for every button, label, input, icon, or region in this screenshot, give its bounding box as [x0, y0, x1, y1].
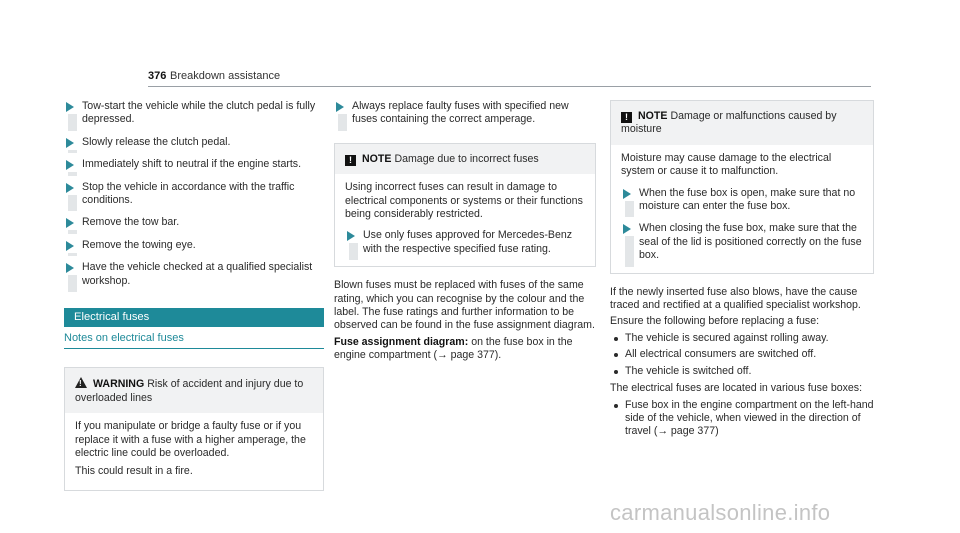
warning-header — [65, 368, 323, 413]
step-arrow-icon — [623, 224, 631, 234]
step-arrow-icon — [66, 263, 74, 273]
page-section-title: Breakdown assistance — [170, 70, 281, 82]
column-2 — [334, 100, 596, 366]
exclamation-icon: ! — [345, 155, 356, 166]
step-arrow-icon — [623, 189, 631, 199]
warning-text: If you manipulate or bridge a faulty fuse or if you replace it with a fuse with a higher amperage, the electric line could be overloaded. — [75, 420, 306, 460]
step-item: When closing the fuse box, make sure that the seal of the lid is positioned correctly on the fuse box. — [621, 222, 863, 262]
body-text — [334, 279, 596, 362]
warning-box — [64, 367, 324, 490]
warning-triangle-icon — [75, 377, 87, 388]
warning-text: This could result in a fire. — [75, 464, 193, 477]
list-item: Fuse box in the engine compartment on the left-hand side of the vehicle, when viewed in the direction of travel (→ page 377) — [610, 399, 874, 439]
step-arrow-icon — [66, 183, 74, 193]
step-item: Slowly release the clutch pedal. — [64, 136, 324, 149]
note-text: Moisture may cause damage to the electrical system or cause it to malfunction. — [621, 151, 832, 178]
watermark: carmanualsonline.info — [610, 500, 831, 525]
note-label: NOTE — [638, 110, 668, 122]
note-box — [610, 100, 874, 274]
step-item: Stop the vehicle in accordance with the traffic conditions. — [64, 181, 324, 208]
paragraph: Fuse assignment diagram: on the fuse box in the engine compartment (→ page 377). — [334, 335, 573, 362]
body-text — [610, 286, 874, 439]
step-item: Tow-start the vehicle while the clutch pedal is fully depressed. — [64, 100, 324, 127]
column-1 — [64, 100, 324, 491]
step-arrow-icon — [66, 102, 74, 112]
step-item: Have the vehicle checked at a qualified specialist workshop. — [64, 261, 324, 288]
step-arrow-icon — [66, 138, 74, 148]
step-item: Remove the towing eye. — [64, 239, 324, 252]
step-arrow-icon — [66, 241, 74, 251]
note-header — [611, 101, 873, 145]
exclamation-icon: ! — [621, 112, 632, 123]
note-title: Damage or malfunctions caused by moisture — [621, 110, 837, 136]
step-item: Use only fuses approved for Mercedes-Benz with the respective specified fuse rating. — [345, 229, 585, 256]
warning-title: Risk of accident and injury due to overloaded lines — [75, 378, 304, 404]
note-title: Damage due to incorrect fuses — [394, 152, 539, 165]
step-item: Always replace faulty fuses with specified new fuses containing the correct amperage. — [334, 100, 596, 127]
step-arrow-icon — [347, 231, 355, 241]
subsection-title: Notes on electrical fuses — [64, 332, 324, 349]
step-item: When the fuse box is open, make sure that no moisture can enter the fuse box. — [621, 187, 863, 214]
list-item: The vehicle is secured against rolling away. — [610, 332, 874, 345]
step-item: Immediately shift to neutral if the engine starts. — [64, 158, 324, 171]
note-label: NOTE — [362, 152, 392, 165]
step-arrow-icon — [66, 160, 74, 170]
note-header — [335, 144, 595, 174]
paragraph: Blown fuses must be replaced with fuses of the same rating, which you can recognise by the colour and the label. The fuse ratings and further information to be observed can be found in the fuse assignment diagram. — [334, 279, 595, 332]
note-body — [611, 145, 873, 273]
bullet-list — [610, 332, 874, 378]
column-3 — [610, 100, 874, 443]
page-header — [148, 70, 871, 87]
note-box — [334, 143, 596, 267]
step-item: Remove the tow bar. — [64, 216, 324, 229]
bullet-list — [610, 399, 874, 439]
note-text: Using incorrect fuses can result in damage to electrical components or systems or their functions being considerably restricted. — [345, 181, 583, 221]
note-body — [335, 174, 595, 266]
section-title-electrical-fuses: Electrical fuses — [64, 308, 324, 327]
paragraph: The electrical fuses are located in various fuse boxes: — [610, 382, 863, 395]
paragraph: Ensure the following before replacing a fuse: — [610, 315, 820, 328]
paragraph: If the newly inserted fuse also blows, have the cause traced and rectified at a qualified specialist workshop. — [610, 285, 861, 312]
warning-label: WARNING — [93, 378, 145, 391]
warning-body — [65, 413, 323, 490]
list-item: The vehicle is switched off. — [610, 365, 874, 378]
list-item: All electrical consumers are switched off. — [610, 348, 874, 361]
step-arrow-icon — [336, 102, 344, 112]
page-number: 376 — [148, 70, 167, 82]
step-arrow-icon — [66, 218, 74, 228]
